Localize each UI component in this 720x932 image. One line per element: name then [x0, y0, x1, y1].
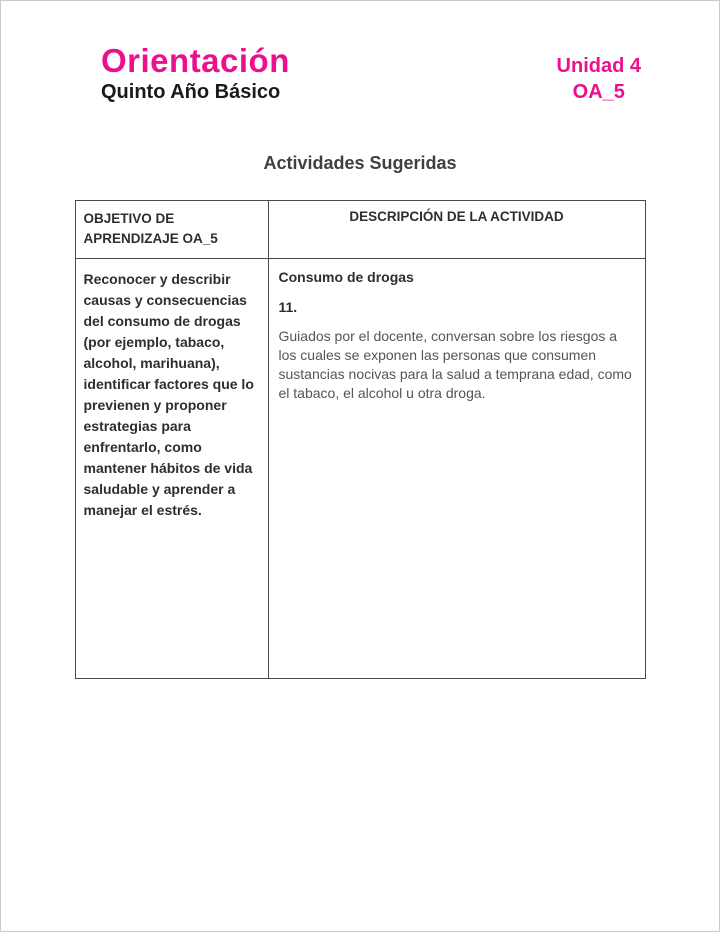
document-subtitle: Quinto Año Básico — [101, 81, 281, 104]
activities-table — [75, 200, 646, 679]
section-title: Actividades Sugeridas — [263, 153, 457, 173]
objective-cell — [75, 259, 268, 679]
oa-label: OA_5 — [572, 81, 625, 103]
objective-column-header: OBJETIVO DE APRENDIZAJE OA_5 — [75, 201, 268, 259]
document-title: Orientación — [101, 42, 290, 79]
unit-label: Unidad 4 — [556, 55, 641, 77]
activity-heading: Consumo de drogas — [278, 269, 414, 286]
objective-text: Reconocer y describir causas y consecuencias del consumo de drogas (por ejemplo, tabaco, alcohol, marihuana), identificar factores que lo previenen y proponer estrategias para enfrentarlo, como mantener hábitos de vida saludable y aprender a manejar el estrés. — [83, 271, 254, 519]
description-cell — [268, 259, 645, 679]
activity-number: 11. — [278, 299, 298, 316]
description-column-header: DESCRIPCIÓN DE LA ACTIVIDAD — [268, 201, 645, 259]
document-header — [1, 1, 719, 105]
header-right-block — [557, 43, 641, 105]
activity-body-text: Guiados por el docente, conversan sobre los riesgos a los cuales se exponen las personas que consumen sustancias nocivas para la salud a temprana edad, como el tabaco, el alcohol u otra droga. — [278, 328, 632, 401]
table-body-row — [75, 259, 645, 679]
table-header-row — [75, 201, 645, 259]
header-left-block — [101, 43, 290, 104]
